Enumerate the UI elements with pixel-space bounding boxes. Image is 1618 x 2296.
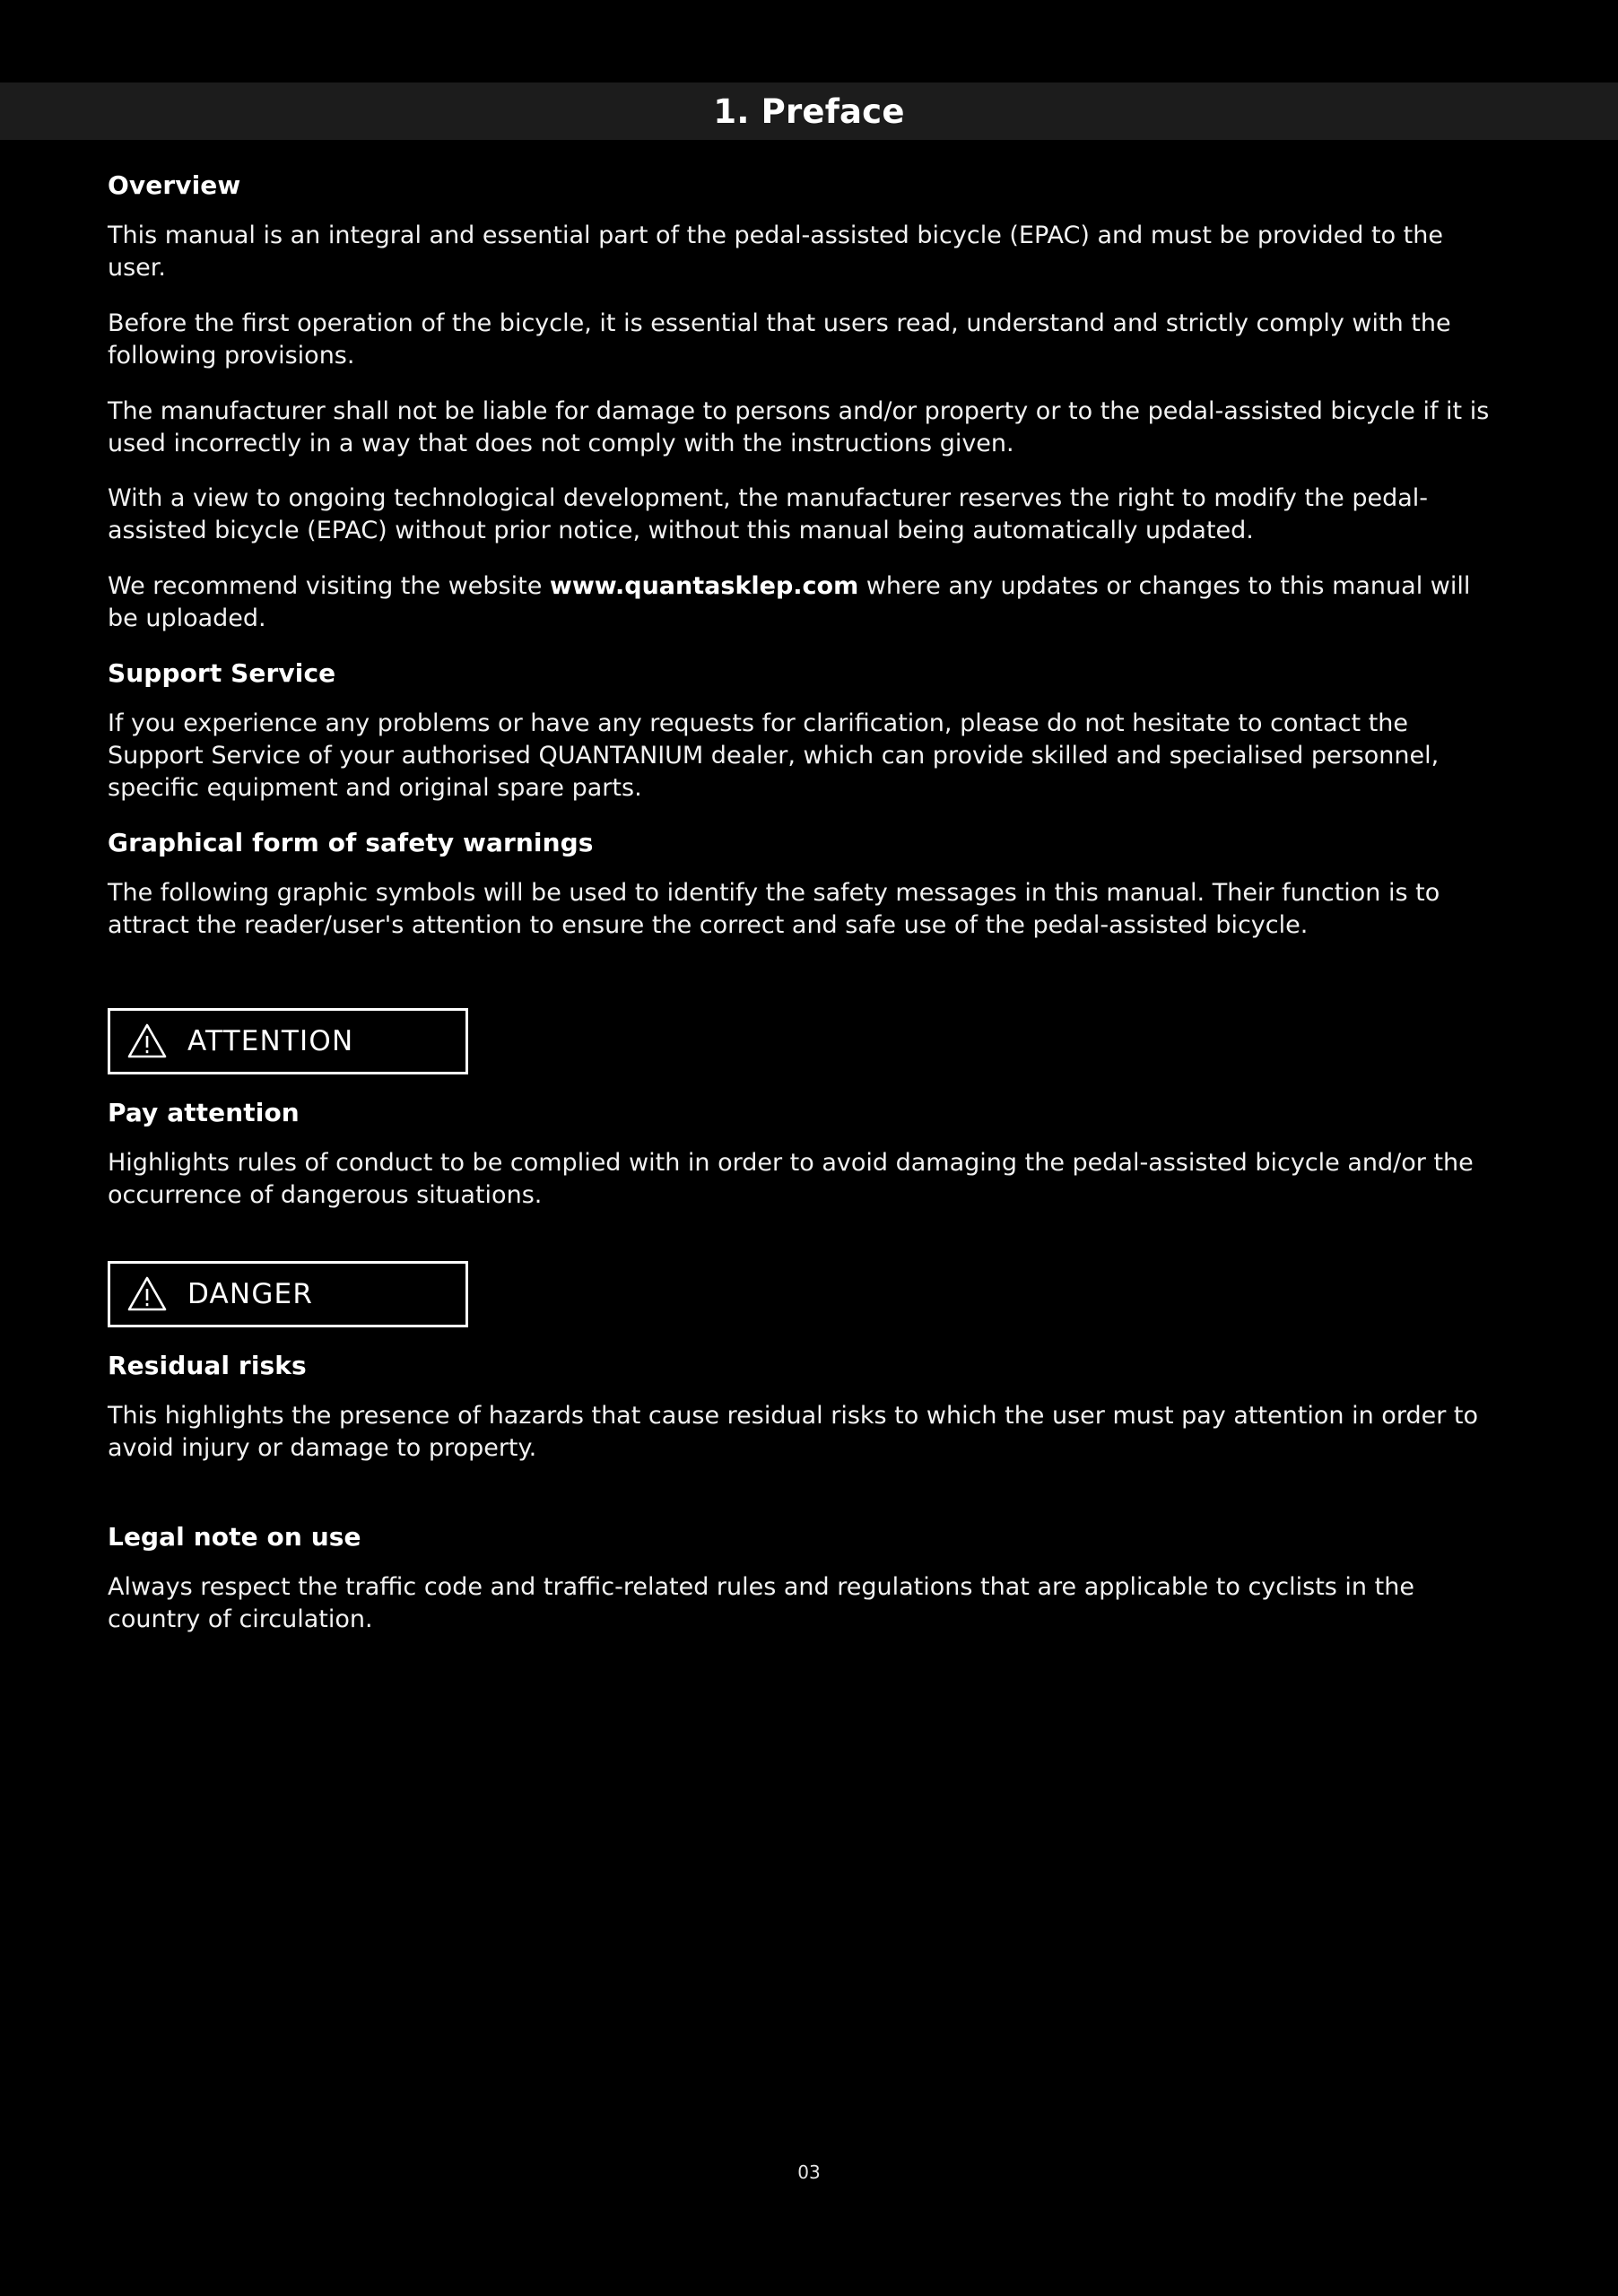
page-content: [108, 170, 1507, 1659]
section-heading-overview: Overview: [108, 170, 241, 200]
overview-website-paragraph: [108, 570, 1507, 635]
chapter-title: 1. Preface: [713, 91, 905, 131]
danger-sub-heading: Residual risks: [108, 1351, 307, 1381]
overview-paragraph-1: This manual is an integral and essential part of the pedal-assisted bicycle (EPAC) and must be provided to the user.: [108, 222, 1443, 282]
website-text-before: We recommend visiting the website: [108, 572, 550, 601]
graphical-warnings-paragraph: The following graphic symbols will be used to identify the safety messages in this manual. Their function is to attract the reader/user's attention to ensure the correct and safe use of the pedal-assisted bicycle.: [108, 878, 1440, 939]
section-heading-graphical-warnings: Graphical form of safety warnings: [108, 827, 594, 857]
overview-paragraph-2: Before the first operation of the bicycle, it is essential that users read, understand and strictly comply with the following provisions.: [108, 309, 1451, 370]
attention-box-label: ATTENTION: [187, 1024, 354, 1057]
section-heading-legal-note: Legal note on use: [108, 1522, 361, 1552]
section-heading-support-service: Support Service: [108, 658, 336, 689]
warning-triangle-icon: [126, 1022, 168, 1060]
support-service-paragraph: If you experience any problems or have any requests for clarification, please do not hesitate to contact the Support Service of your authorised QUANTANIUM dealer, which can provide skilled and specialised personnel, specific equipment and original spare parts.: [108, 709, 1440, 802]
website-text-after: where any updates or changes to this manual will be uploaded.: [108, 572, 1471, 633]
overview-paragraph-4: With a view to ongoing technological development, the manufacturer reserves the right to modify the pedal-assisted bicycle (EPAC) without prior notice, without this manual being automatically updated.: [108, 484, 1429, 545]
danger-paragraph: This highlights the presence of hazards that cause residual risks to which the user must pay attention in order to avoid injury or damage to property.: [108, 1402, 1478, 1463]
danger-box-label: DANGER: [187, 1278, 314, 1311]
website-link[interactable]: www.quantasklep.com: [549, 572, 859, 601]
attention-warning-box: [108, 1008, 468, 1074]
spacer: [108, 1488, 1507, 1522]
attention-paragraph: Highlights rules of conduct to be complied with in order to avoid damaging the pedal-assisted bicycle and/or the occurrence of dangerous situations.: [108, 1148, 1474, 1209]
chapter-header-bar: [0, 83, 1618, 140]
spacer: [108, 965, 1507, 981]
attention-sub-heading: Pay attention: [108, 1097, 300, 1127]
danger-warning-box: [108, 1261, 468, 1327]
legal-note-paragraph: Always respect the traffic code and traffic-related rules and regulations that are applicable to cyclists in the country of circulation.: [108, 1573, 1414, 1634]
page-number: 03: [797, 2161, 821, 2183]
warning-triangle-icon: [126, 1275, 168, 1313]
overview-paragraph-3: The manufacturer shall not be liable for damage to persons and/or property or to the pedal-assisted bicycle if it is used incorrectly in a way that does not comply with the instructions given.: [108, 396, 1490, 457]
